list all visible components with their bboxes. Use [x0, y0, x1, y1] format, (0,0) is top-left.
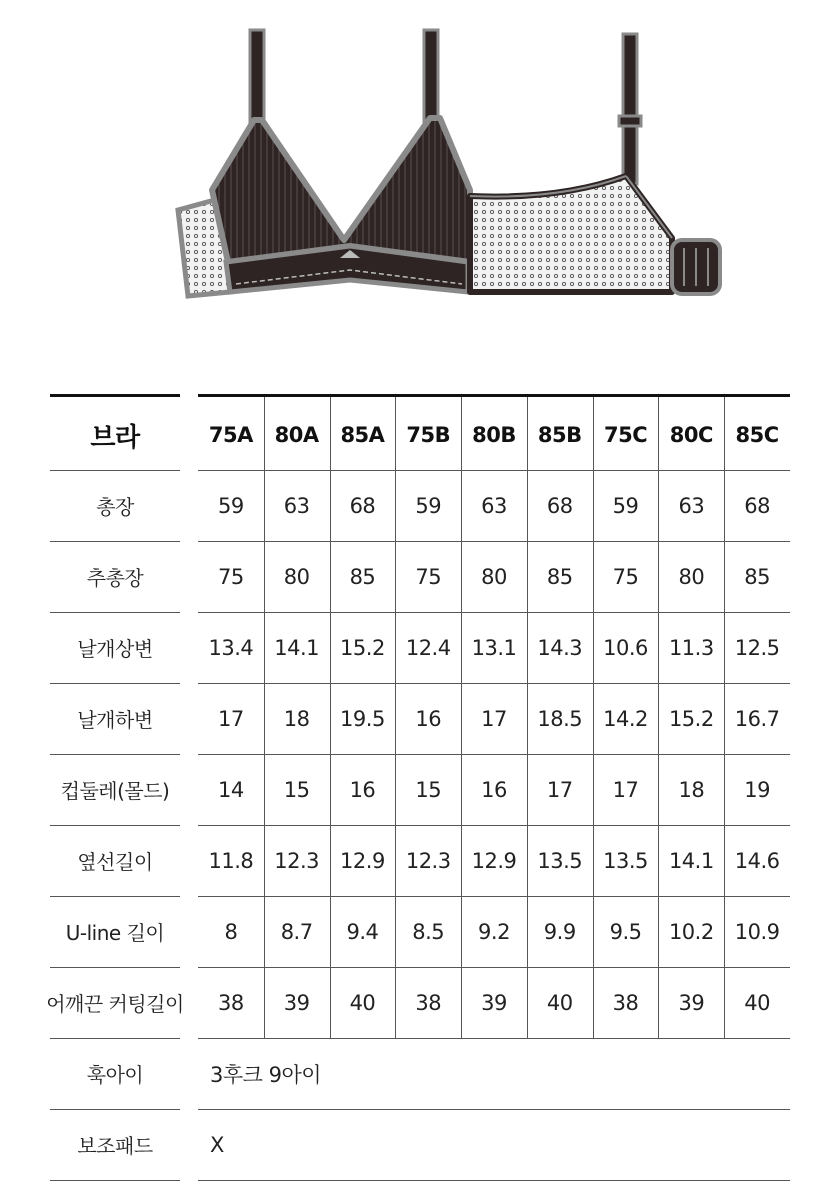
- row-divider: [198, 754, 790, 755]
- table-cell: 63: [481, 493, 507, 518]
- table-cell: 13.4: [208, 635, 254, 660]
- table-cell: 40: [349, 990, 376, 1015]
- table-cell: 68: [546, 493, 573, 518]
- row-divider: [50, 541, 180, 542]
- size-header: 85B: [537, 423, 582, 447]
- table-cell: 15.2: [668, 706, 714, 731]
- table-cell: 15: [415, 777, 442, 802]
- table-cell: 17: [481, 706, 507, 731]
- table-cell: 75: [218, 564, 244, 589]
- row-divider: [198, 541, 790, 542]
- column-divider: [330, 397, 331, 1038]
- table-cell: 10.9: [734, 919, 780, 944]
- table-cell: 85: [546, 564, 573, 589]
- table-cell: 59: [612, 493, 639, 518]
- table-cell: 39: [283, 990, 310, 1015]
- row-divider: [198, 967, 790, 968]
- table-cell: 17: [546, 777, 573, 802]
- table-cell: 16: [349, 777, 376, 802]
- table-top-rule-right: [198, 394, 790, 397]
- table-cell: 14.1: [668, 848, 714, 873]
- table-cell: 68: [744, 493, 770, 518]
- table-cell: 19.5: [340, 706, 385, 731]
- column-divider: [724, 397, 725, 1038]
- row-divider: [198, 1180, 790, 1181]
- table-cell: 38: [612, 990, 639, 1015]
- row-label: 추총장: [86, 566, 144, 590]
- row-divider: [50, 683, 180, 684]
- column-divider: [658, 397, 659, 1038]
- table-cell: 16: [481, 777, 507, 802]
- column-divider: [593, 397, 594, 1038]
- row-divider: [198, 683, 790, 684]
- table-cell: 13.1: [471, 635, 517, 660]
- row-divider: [198, 470, 790, 471]
- row-label: 옆선길이: [77, 850, 153, 874]
- row-label: 날개상변: [77, 637, 153, 661]
- size-header: 75A: [208, 423, 253, 447]
- table-cell: 14.6: [734, 848, 780, 873]
- column-divider: [395, 397, 396, 1038]
- table-cell: 9.4: [346, 919, 379, 944]
- row-divider: [198, 612, 790, 613]
- table-cell: 18: [678, 777, 705, 802]
- table-cell: 40: [546, 990, 573, 1015]
- table-cell: 12.3: [274, 848, 320, 873]
- table-cell: 63: [678, 493, 705, 518]
- row-divider: [50, 1180, 180, 1181]
- table-cell: 40: [744, 990, 770, 1015]
- table-cell: 59: [415, 493, 442, 518]
- table-cell: 75: [415, 564, 442, 589]
- row-divider: [50, 967, 180, 968]
- row-label: 어깨끈 커팅길이: [46, 992, 184, 1016]
- table-cell: 75: [612, 564, 639, 589]
- table-cell: 13.5: [537, 848, 583, 873]
- size-header: 85A: [340, 423, 385, 447]
- table-cell: 39: [481, 990, 507, 1015]
- size-header: 75B: [406, 423, 451, 447]
- table-cell: 9.9: [543, 919, 576, 944]
- table-cell: 85: [744, 564, 770, 589]
- table-cell: 10.2: [668, 919, 714, 944]
- row-divider: [50, 1109, 180, 1110]
- row-label: 컵둘레(몰드): [60, 779, 170, 803]
- size-header: 80A: [274, 423, 319, 447]
- table-cell: 18.5: [537, 706, 583, 731]
- table-cell: 15.2: [340, 635, 385, 660]
- span-value: X: [210, 1132, 224, 1157]
- row-label: 보조패드: [77, 1134, 153, 1158]
- table-cell: 8: [224, 919, 238, 944]
- row-divider: [198, 1038, 790, 1039]
- table-cell: 15: [283, 777, 310, 802]
- table-cell: 59: [218, 493, 244, 518]
- table-cell: 63: [283, 493, 310, 518]
- table-cell: 85: [349, 564, 376, 589]
- table-cell: 39: [678, 990, 705, 1015]
- table-cell: 12.5: [734, 635, 780, 660]
- row-label: 훅아이: [86, 1063, 144, 1087]
- table-cell: 12.3: [405, 848, 451, 873]
- table-cell: 18: [283, 706, 310, 731]
- table-cell: 80: [283, 564, 310, 589]
- size-header: 75C: [603, 423, 648, 447]
- row-divider: [198, 825, 790, 826]
- size-header: 80C: [669, 423, 713, 447]
- table-cell: 9.2: [478, 919, 510, 944]
- table-cell: 16.7: [734, 706, 780, 731]
- table-title: 브라: [90, 422, 140, 453]
- table-cell: 16: [415, 706, 442, 731]
- table-cell: 11.8: [208, 848, 254, 873]
- row-divider: [50, 1038, 180, 1039]
- size-header: 85C: [735, 423, 779, 447]
- size-header: 80B: [472, 423, 516, 447]
- row-divider: [50, 896, 180, 897]
- table-cell: 12.9: [471, 848, 517, 873]
- row-label: U-line 길이: [65, 921, 165, 945]
- table-cell: 14.2: [603, 706, 648, 731]
- row-divider: [50, 612, 180, 613]
- table-top-rule-left: [50, 394, 180, 397]
- table-cell: 80: [481, 564, 507, 589]
- table-cell: 14: [218, 777, 244, 802]
- table-cell: 10.6: [603, 635, 648, 660]
- table-cell: 38: [415, 990, 442, 1015]
- table-cell: 14.1: [274, 635, 320, 660]
- table-cell: 17: [612, 777, 639, 802]
- bra-illustration: [0, 0, 840, 360]
- table-cell: 80: [678, 564, 705, 589]
- table-cell: 9.5: [609, 919, 642, 944]
- table-cell: 19: [744, 777, 770, 802]
- table-cell: 11.3: [668, 635, 714, 660]
- row-divider: [50, 754, 180, 755]
- table-cell: 68: [349, 493, 376, 518]
- table-cell: 17: [218, 706, 244, 731]
- table-cell: 8.5: [412, 919, 445, 944]
- row-label: 날개하변: [77, 708, 153, 732]
- column-divider: [264, 397, 265, 1038]
- row-divider: [50, 470, 180, 471]
- table-cell: 38: [218, 990, 244, 1015]
- table-cell: 13.5: [603, 848, 648, 873]
- table-cell: 12.4: [405, 635, 451, 660]
- column-divider: [461, 397, 462, 1038]
- row-divider: [198, 896, 790, 897]
- column-divider: [527, 397, 528, 1038]
- row-label: 총장: [96, 495, 134, 519]
- table-cell: 12.9: [340, 848, 385, 873]
- span-value: 3후크 9아이: [210, 1062, 322, 1087]
- table-cell: 8.7: [280, 919, 313, 944]
- table-cell: 14.3: [537, 635, 583, 660]
- row-divider: [198, 1109, 790, 1110]
- row-divider: [50, 825, 180, 826]
